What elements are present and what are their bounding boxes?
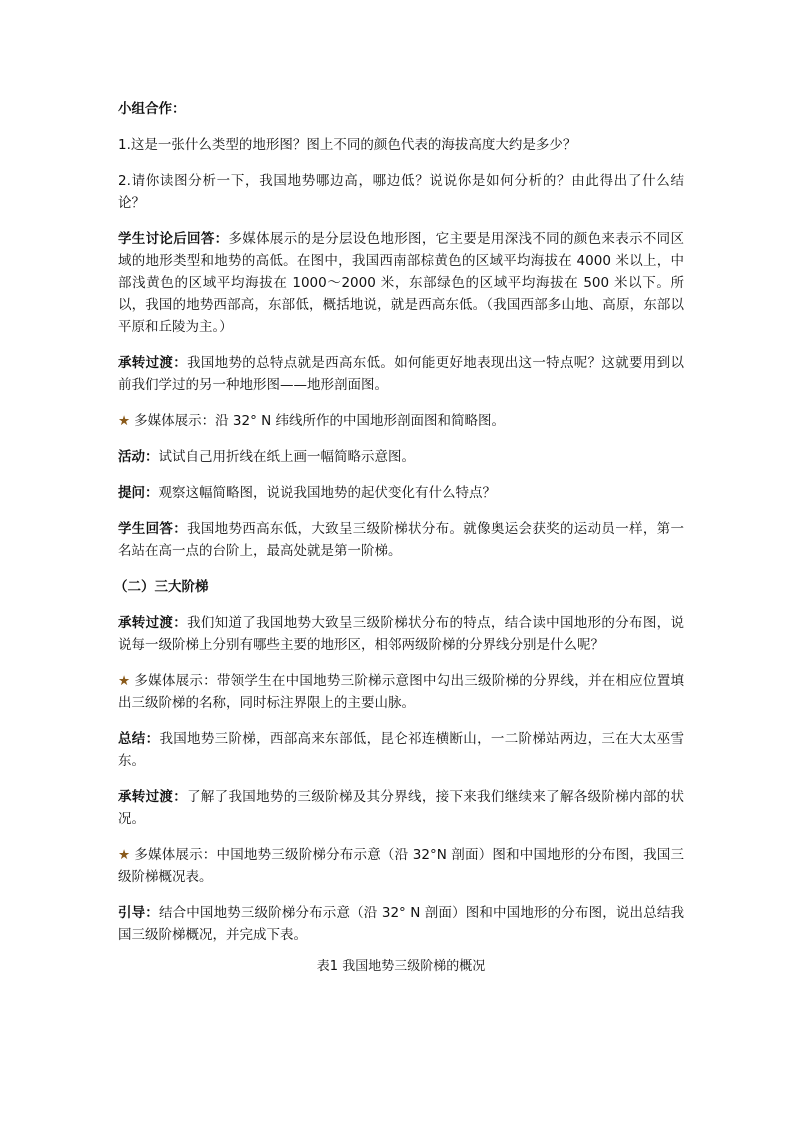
paragraph-label: 提问： bbox=[118, 485, 159, 501]
question-1: 1.这是一张什么类型的地形图？图上不同的颜色代表的海拔高度大约是多少？ bbox=[118, 137, 577, 153]
question-2: 2.请你读图分析一下，我国地势哪边高，哪边低？说说你是如何分析的？由此得出了什么结论？ bbox=[118, 173, 684, 211]
paragraph-multimedia-1 bbox=[118, 410, 684, 432]
heading-group-work: 小组合作： bbox=[118, 101, 186, 117]
paragraph-label: 承转过渡： bbox=[118, 355, 188, 371]
star-icon: ★ bbox=[118, 847, 131, 863]
paragraph-student-answer-2 bbox=[118, 518, 684, 562]
star-icon: ★ bbox=[118, 673, 131, 689]
paragraph-multimedia-3 bbox=[118, 844, 684, 888]
paragraph-label: 学生讨论后回答： bbox=[118, 231, 229, 247]
paragraph-text: 结合中国地势三级阶梯分布示意（沿 32° N 剖面）图和中国地形的分布图，说出总结我国三级阶梯概况，并完成下表。 bbox=[118, 905, 685, 943]
paragraph-text: 观察这幅简略图，说说我国地势的起伏变化有什么特点？ bbox=[158, 485, 496, 501]
paragraph-question bbox=[118, 482, 684, 504]
paragraph-text: 我国地势西高东低，大致呈三级阶梯状分布。就像奥运会获奖的运动员一样，第一名站在高一点的台阶上，最高处就是第一阶梯。 bbox=[118, 521, 684, 559]
paragraph-text: 多媒体展示：沿 32° N 纬线所作的中国地形剖面图和简略图。 bbox=[134, 413, 506, 429]
paragraph-label: 学生回答： bbox=[118, 521, 188, 537]
paragraph-label: 承转过渡： bbox=[118, 615, 188, 631]
star-icon: ★ bbox=[118, 413, 131, 429]
paragraph-transition-2 bbox=[118, 612, 684, 656]
paragraph-transition-3 bbox=[118, 786, 684, 830]
paragraph-text: 多媒体展示：中国地势三级阶梯分布示意（沿 32°N 剖面）图和中国地形的分布图，我国三级阶梯概况表。 bbox=[118, 847, 685, 885]
document-body bbox=[114, 98, 685, 978]
paragraph-label: 引导： bbox=[118, 905, 159, 921]
paragraph-label: 活动： bbox=[118, 449, 159, 465]
paragraph-label: 承转过渡： bbox=[118, 789, 188, 805]
paragraph-transition-1 bbox=[118, 352, 684, 396]
paragraph-activity bbox=[118, 446, 684, 468]
section-title: （二）三大阶梯 bbox=[114, 579, 209, 595]
paragraph-text: 我国地势三阶梯，西部高来东部低，昆仑祁连横断山，一二阶梯站两边，三在大太巫雪东。 bbox=[118, 731, 684, 769]
paragraph-text: 了解了我国地势的三级阶梯及其分界线，接下来我们继续来了解各级阶梯内部的状况。 bbox=[118, 789, 684, 827]
paragraph-guide bbox=[118, 902, 684, 946]
paragraph-text: 试试自己用折线在纸上画一幅简略示意图。 bbox=[158, 449, 415, 465]
paragraph-text: 我们知道了我国地势大致呈三级阶梯状分布的特点，结合读中国地形的分布图，说说每一级阶梯上分别有哪些主要的地形区，相邻两级阶梯的分界线分别是什么呢？ bbox=[118, 615, 684, 653]
paragraph-student-answer-1 bbox=[118, 228, 684, 338]
paragraph-text: 多媒体展示：带领学生在中国地势三阶梯示意图中勾出三级阶梯的分界线，并在相应位置填出三级阶梯的名称，同时标注界限上的主要山脉。 bbox=[118, 673, 685, 711]
paragraph-summary bbox=[118, 728, 684, 772]
paragraph-multimedia-2 bbox=[118, 670, 684, 714]
paragraph-label: 总结： bbox=[118, 731, 160, 747]
table-caption: 表1 我国地势三级阶梯的概况 bbox=[316, 959, 486, 974]
paragraph-text: 我国地势的总特点就是西高东低。如何能更好地表现出这一特点呢？这就要用到以前我们学过的另一种地形图——地形剖面图。 bbox=[118, 355, 684, 393]
paragraph-text: 多媒体展示的是分层设色地形图，它主要是用深浅不同的颜色来表示不同区域的地形类型和地势的高低。在图中，我国西南部棕黄色的区域平均海拔在 4000 米以上，中部浅黄色的区域平均海拔在 1000～2000 米，东部绿色的区域平均海拔在 500 米以下。所以，我国的地势西部高，东部低，概括地说，就是西高东低。（我国西部多山地、高原，东部以平原和丘陵为主。） bbox=[118, 231, 684, 335]
